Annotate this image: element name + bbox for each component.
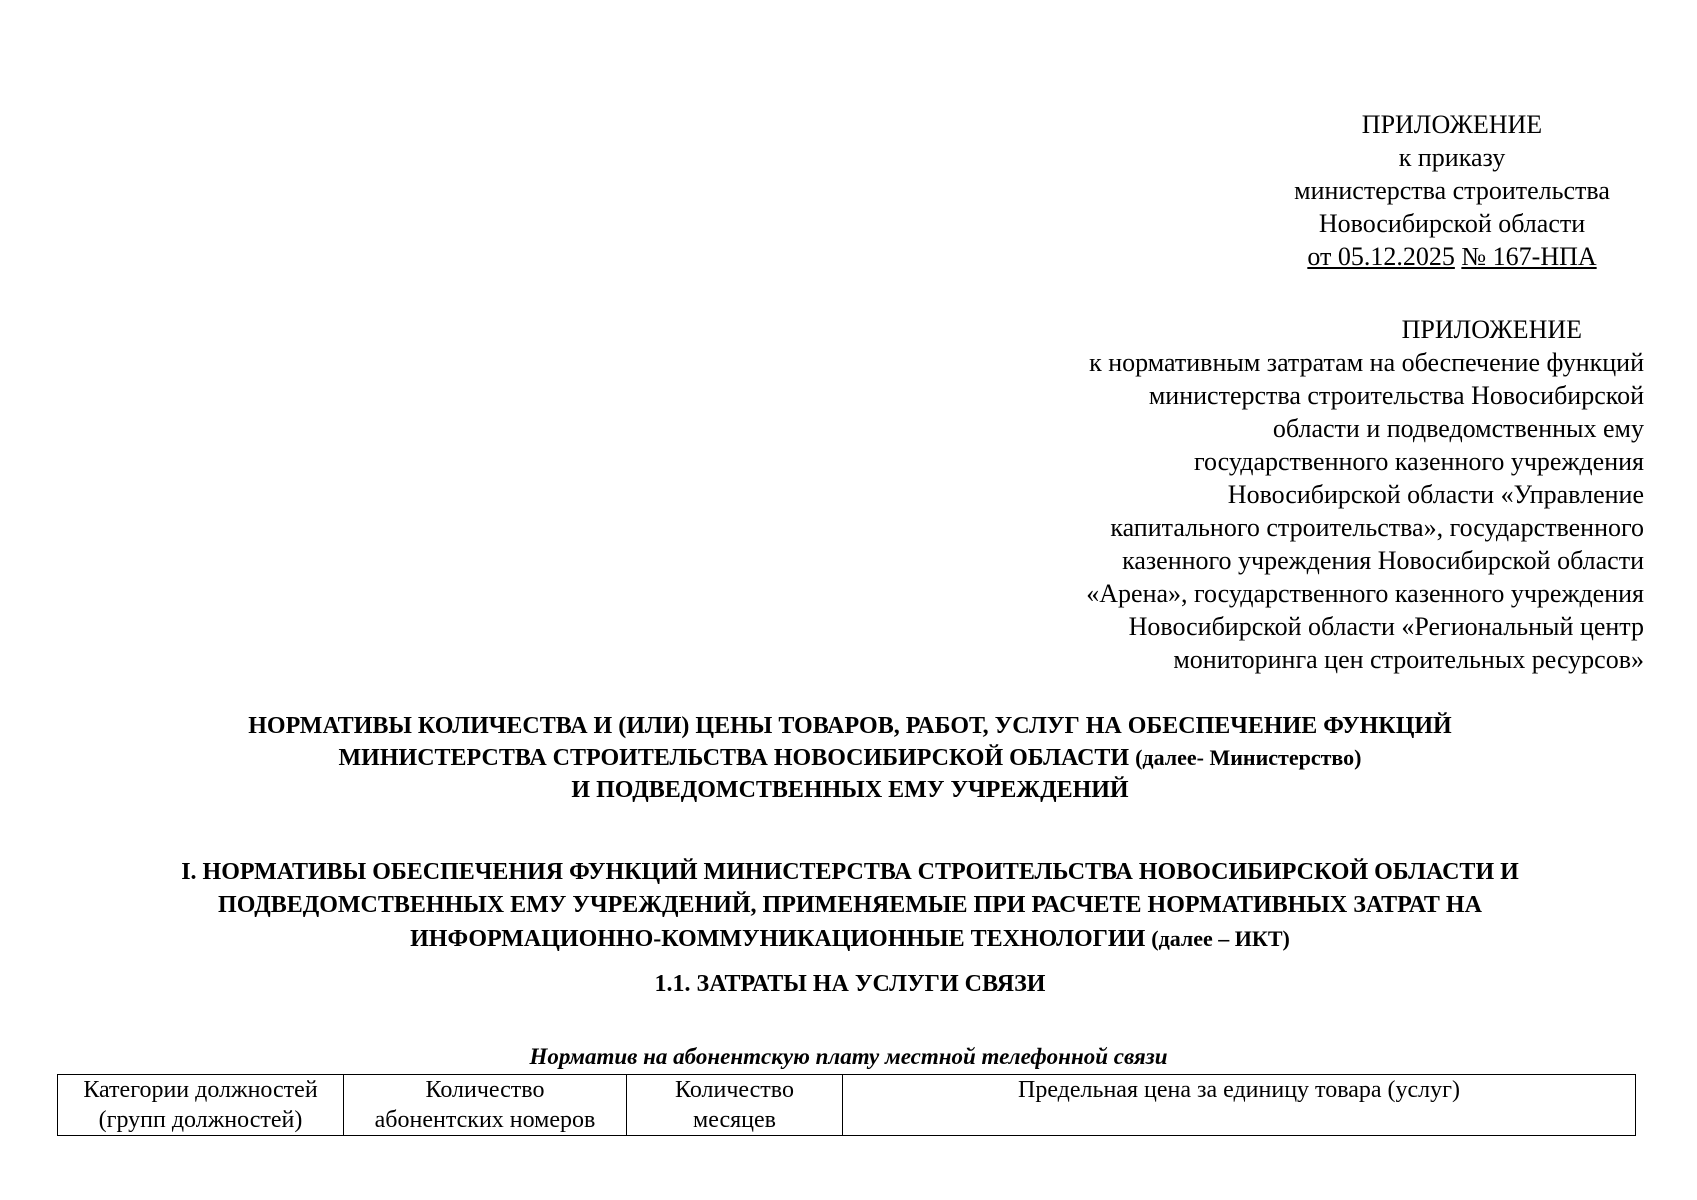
norms-table xyxy=(57,1074,1636,1136)
subsection-heading: 1.1. ЗАТРАТЫ НА УСЛУГИ СВЯЗИ xyxy=(654,971,1046,997)
section-heading-note: (далее – ИКТ) xyxy=(1151,926,1290,951)
table-header-row xyxy=(58,1075,1636,1136)
main-heading-note: (далее- Министерство) xyxy=(1135,745,1362,770)
header-text: Предельная цена за единицу товара (услуг) xyxy=(1018,1077,1460,1103)
attachment-norms-title: ПРИЛОЖЕНИЕ xyxy=(1401,315,1582,344)
attachment-order-line: к приказу xyxy=(1398,143,1506,172)
main-heading-line: НОРМАТИВЫ КОЛИЧЕСТВА И (ИЛИ) ЦЕНЫ ТОВАРОВ, РАБОТ, УСЛУГ НА ОБЕСПЕЧЕНИЕ ФУНКЦИЙ xyxy=(248,713,1452,739)
attachment-order-reference xyxy=(1260,240,1644,273)
header-subscriber-numbers xyxy=(344,1075,627,1136)
header-position-categories xyxy=(58,1075,344,1136)
attachment-norms-line: казенного учреждения Новосибирской области xyxy=(1122,546,1644,575)
attachment-norms-line: Новосибирской области «Региональный центр xyxy=(1128,612,1644,641)
attachment-order-line: Новосибирской области xyxy=(1318,209,1586,238)
header-text: абонентских номеров xyxy=(374,1107,596,1133)
main-heading-line: И ПОДВЕДОМСТВЕННЫХ ЕМУ УЧРЕЖДЕНИЙ xyxy=(571,777,1129,803)
attachment-norms-line: мониторинга цен строительных ресурсов» xyxy=(1173,645,1644,674)
main-heading-text: МИНИСТЕРСТВА СТРОИТЕЛЬСТВА НОВОСИБИРСКОЙ ОБЛАСТИ xyxy=(338,745,1130,771)
section-heading-line xyxy=(60,922,1640,956)
header-text: (групп должностей) xyxy=(98,1107,303,1133)
attachment-order-line: министерства строительства xyxy=(1294,176,1610,205)
header-text: Количество xyxy=(425,1077,545,1103)
section-heading xyxy=(60,856,1640,956)
attachment-order-block xyxy=(1260,108,1644,273)
attachment-norms-line: министерства строительства Новосибирской xyxy=(1148,381,1644,410)
attachment-norms-line: государственного казенного учреждения xyxy=(1194,447,1644,476)
main-heading xyxy=(100,710,1600,806)
header-text: Категории должностей xyxy=(83,1077,318,1103)
header-text: месяцев xyxy=(693,1107,776,1133)
order-number: № 167-НПА xyxy=(1461,242,1597,271)
header-months-count xyxy=(627,1075,843,1136)
header-text xyxy=(847,1105,1631,1135)
header-text: Количество xyxy=(675,1077,794,1103)
attachment-norms-line: капитального строительства», государственного xyxy=(1110,513,1644,542)
section-heading-line: ПОДВЕДОМСТВЕННЫХ ЕМУ УЧРЕЖДЕНИЙ, ПРИМЕНЯЕМЫЕ ПРИ РАСЧЕТЕ НОРМАТИВНЫХ ЗАТРАТ НА xyxy=(218,892,1482,918)
attachment-norms-block xyxy=(990,313,1644,676)
section-heading-text: ИНФОРМАЦИОННО-КОММУНИКАЦИОННЫЕ ТЕХНОЛОГИИ xyxy=(410,926,1146,952)
main-heading-line xyxy=(100,742,1600,774)
attachment-norms-line: к нормативным затратам на обеспечение функций xyxy=(1089,348,1644,377)
table-caption: Норматив на абонентскую плату местной телефонной связи xyxy=(529,1044,1168,1069)
header-max-price xyxy=(843,1075,1636,1136)
attachment-norms-line: «Арена», государственного казенного учреждения xyxy=(1086,579,1644,608)
attachment-order-title: ПРИЛОЖЕНИЕ xyxy=(1361,110,1543,139)
attachment-norms-line: области и подведомственных ему xyxy=(1272,414,1644,443)
order-date: от 05.12.2025 xyxy=(1307,242,1455,271)
section-heading-line: I. НОРМАТИВЫ ОБЕСПЕЧЕНИЯ ФУНКЦИЙ МИНИСТЕРСТВА СТРОИТЕЛЬСТВА НОВОСИБИРСКОЙ ОБЛАСТИ И xyxy=(181,859,1519,885)
attachment-norms-line: Новосибирской области «Управление xyxy=(1227,480,1644,509)
